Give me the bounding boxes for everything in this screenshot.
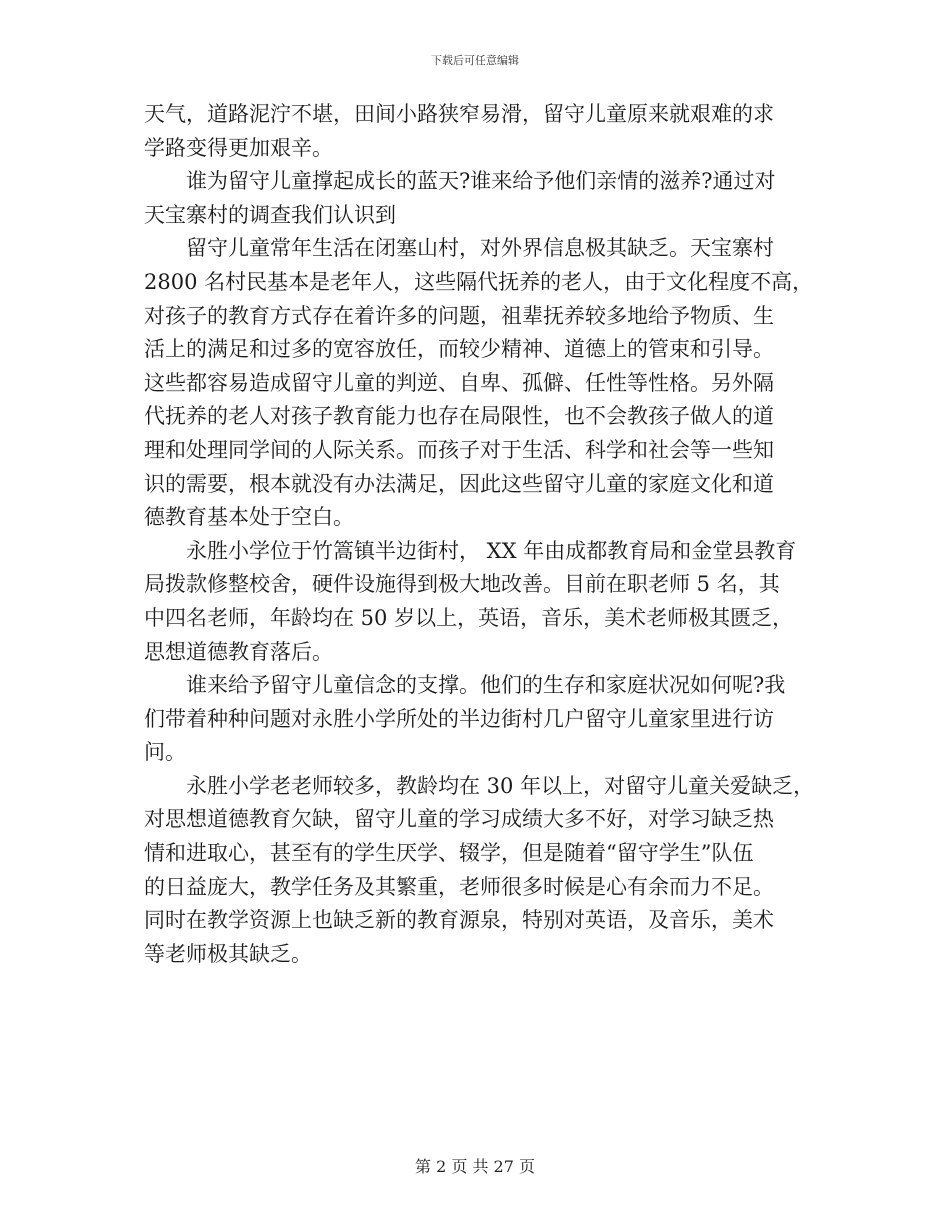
paragraph-5 xyxy=(144,669,834,770)
text-line: 谁来给予留守儿童信念的支撑。他们的生存和家庭状况如何呢?我 xyxy=(144,673,786,698)
text-line: 永胜小学位于竹篙镇半边街村， XX 年由成都教育局和金堂县教育 xyxy=(144,538,797,563)
text-line: 们带着种种问题对永胜小学所处的半边街村几户留守儿童家里进行访 xyxy=(144,706,774,731)
text-line: 天气，道路泥泞不堪，田间小路狭窄易滑，留守儿童原来就艰难的求 xyxy=(144,102,774,126)
text-line: 学路变得更加艰辛。 xyxy=(144,135,333,160)
text-line: 理和处理同学间的人际关系。而孩子对于生活、科学和社会等一些知 xyxy=(144,437,774,462)
paragraph-4 xyxy=(144,535,834,669)
page-header: 下载后可任意编辑 xyxy=(431,54,519,67)
text-line: 代抚养的老人对孩子教育能力也存在局限性，也不会教孩子做人的道 xyxy=(144,404,774,429)
paragraph-3 xyxy=(144,232,834,534)
text-line: 识的需要，根本就没有办法满足，因此这些留守儿童的家庭文化和道 xyxy=(144,471,774,496)
text-line: 这些都容易造成留守儿童的判逆、自卑、孤僻、任性等性格。另外隔 xyxy=(144,370,774,395)
text-line: 局拨款修整校舍，硬件设施得到极大地改善。目前在职老师 5 名，其 xyxy=(144,572,780,597)
text-line: 谁为留守儿童撑起成长的蓝天?谁来给予他们亲情的滋养?通过对 xyxy=(144,169,776,194)
text-line: 思想道德教育落后。 xyxy=(144,639,333,664)
text-line: 2800 名村民基本是老年人，这些隔代抚养的老人，由于文化程度不高， xyxy=(144,269,814,294)
paragraph-6 xyxy=(144,770,834,972)
text-line: 天宝寨村的调查我们认识到 xyxy=(144,202,396,227)
text-line: 问。 xyxy=(144,740,186,765)
text-line: 永胜小学老老师较多，教龄均在 30 年以上，对留守儿童关爱缺乏， xyxy=(144,773,815,798)
document-body xyxy=(144,98,834,971)
paragraph-2 xyxy=(144,165,834,232)
text-line: 对思想道德教育欠缺，留守儿童的学习成绩大多不好，对学习缺乏热 xyxy=(144,807,774,832)
text-line: 活上的满足和过多的宽容放任，而较少精神、道德上的管束和引导。 xyxy=(144,337,774,362)
paragraph-1 xyxy=(144,98,834,165)
text-line: 同时在教学资源上也缺乏新的教育源泉，特别对英语，及音乐，美术 xyxy=(144,908,774,933)
text-line: 留守儿童常年生活在闭塞山村，对外界信息极其缺乏。天宝寨村 xyxy=(144,236,774,261)
text-line: 等老师极其缺乏。 xyxy=(144,941,312,966)
text-line: 情和进取心，甚至有的学生厌学、辍学，但是随着“留守学生”队伍 xyxy=(144,841,754,866)
text-line: 中四名老师，年龄均在 50 岁以上，英语，音乐，美术老师极其匮乏， xyxy=(144,605,794,630)
text-line: 的日益庞大，教学任务及其繁重，老师很多时候是心有余而力不足。 xyxy=(144,874,774,899)
page-footer: 第 2 页 共 27 页 xyxy=(415,1157,535,1176)
text-line: 对孩子的教育方式存在着许多的问题，祖辈抚养较多地给予物质、生 xyxy=(144,303,774,328)
text-line: 德教育基本处于空白。 xyxy=(144,505,354,530)
